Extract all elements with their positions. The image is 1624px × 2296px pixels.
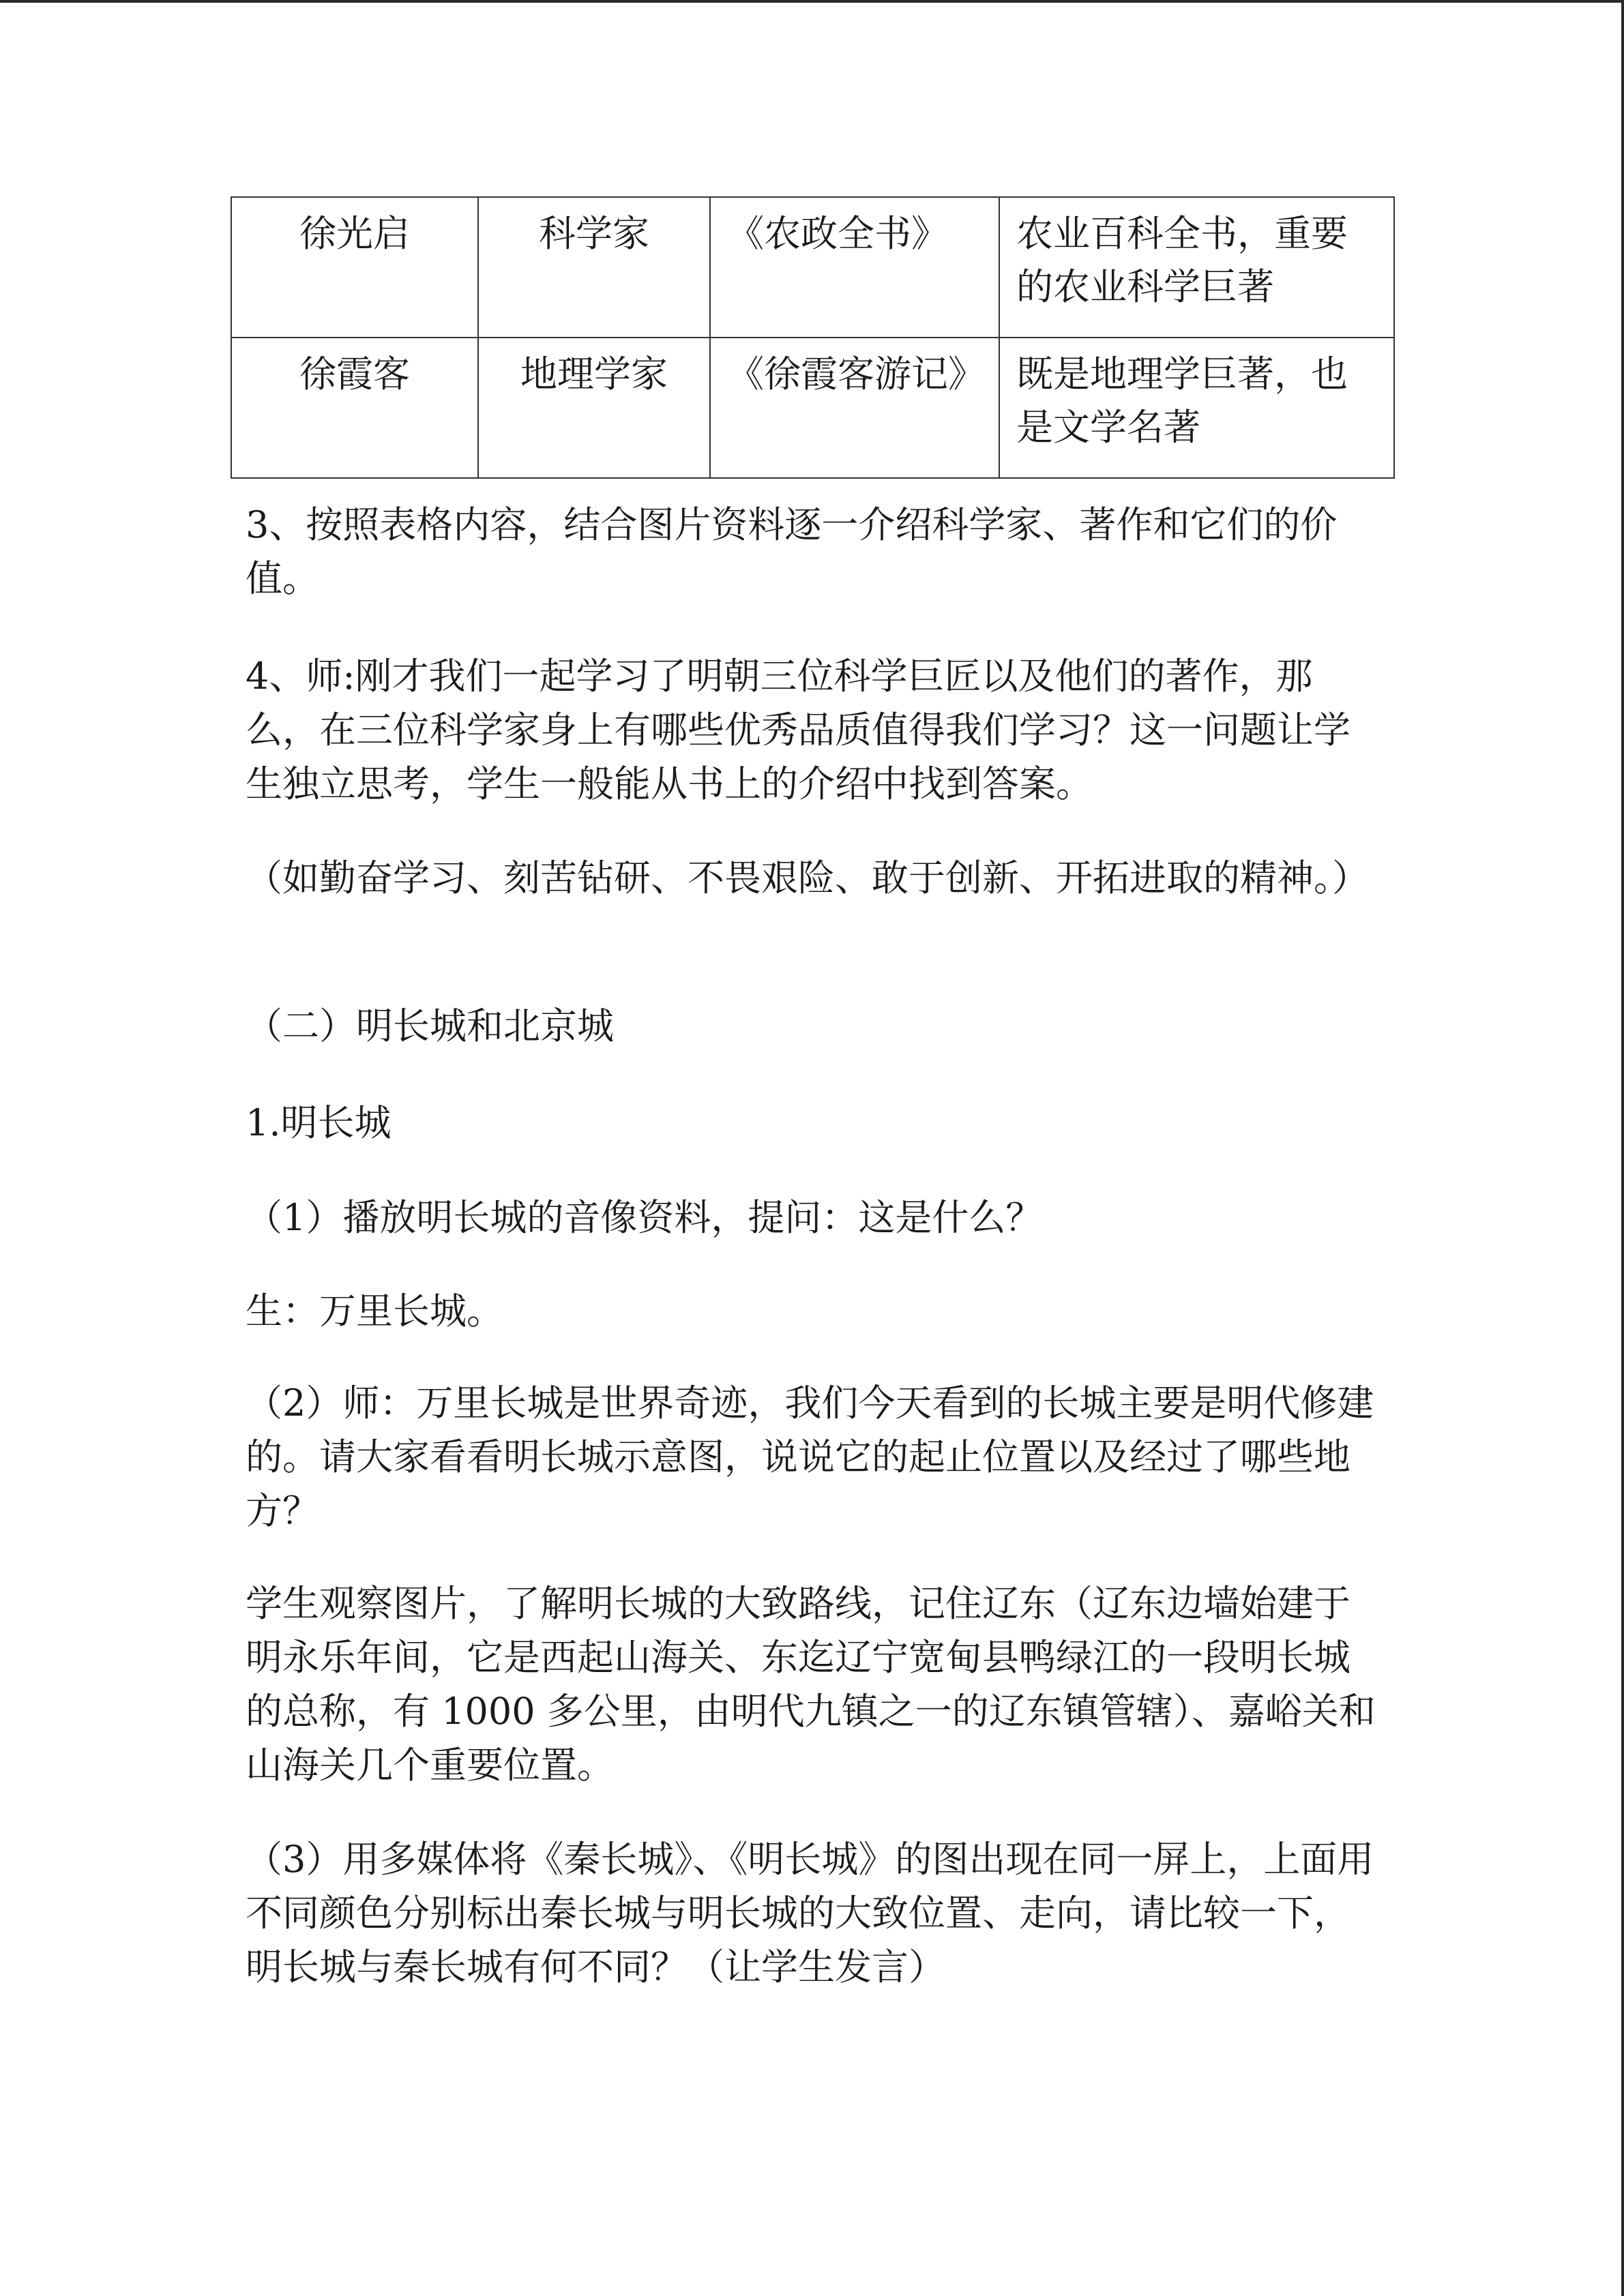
page-right-border [1621, 0, 1624, 2296]
paragraph-student-observe: 学生观察图片，了解明长城的大致路线，记住辽东（辽东边墙始建于明永乐年间，它是西起山海关、东迄辽宁宽甸县鸭绿江的一段明长城的总称，有 1000 多公里，由明代九镇之一的辽东镇管辖）、嘉峪关和山海关几个重要位置。 [246, 1582, 1376, 1787]
page-top-border [0, 0, 1624, 3]
paragraph-play-video: （1）播放明长城的音像资料，提问：这是什么？ [246, 1196, 1043, 1239]
paragraph-introduce-scientists: 3、按照表格内容，结合图片资料逐一介绍科学家、著作和它们的价值。 [246, 503, 1338, 600]
paragraph-teacher-wonder: （2）师：万里长城是世界奇迹，我们今天看到的长城主要是明代修建的。请大家看看明长城示意图，说说它的起止位置以及经过了哪些地方？ [246, 1382, 1374, 1532]
table-cell-name: 徐光启 [231, 197, 478, 338]
table-cell-name: 徐霞客 [231, 338, 478, 478]
table-cell-work: 《农政全书》 [710, 197, 999, 338]
table-row [231, 338, 1394, 478]
subsection-heading-ming-great-wall: 1.明长城 [246, 1101, 392, 1144]
table-cell-work: 《徐霞客游记》 [710, 338, 999, 478]
paragraph-teacher-question: 4、师:刚才我们一起学习了明朝三位科学巨匠以及他们的著作，那么，在三位科学家身上有哪些优秀品质值得我们学习？这一问题让学生独立思考，学生一般能从书上的介绍中找到答案。 [246, 655, 1350, 805]
table-row [231, 197, 1394, 338]
scientist-table [231, 196, 1395, 479]
paragraph-qualities: （如勤奋学习、刻苦钻研、不畏艰险、敢于创新、开拓进取的精神。） [246, 856, 1369, 899]
section-heading-great-wall-beijing: （二）明长城和北京城 [246, 1004, 614, 1047]
paragraph-student-answer: 生：万里长城。 [246, 1289, 503, 1332]
table-cell-role: 科学家 [478, 197, 710, 338]
table-cell-role: 地理学家 [478, 338, 710, 478]
paragraph-multimedia-compare: （3）用多媒体将《秦长城》、《明长城》的图出现在同一屏上，上面用不同颜色分别标出秦长城与明长城的大致位置、走向，请比较一下，明长城与秦长城有何不同？（让学生发言） [246, 1838, 1374, 1988]
table-cell-value: 既是地理学巨著，也是文学名著 [999, 338, 1394, 478]
table-cell-value: 农业百科全书，重要的农业科学巨著 [999, 197, 1394, 338]
